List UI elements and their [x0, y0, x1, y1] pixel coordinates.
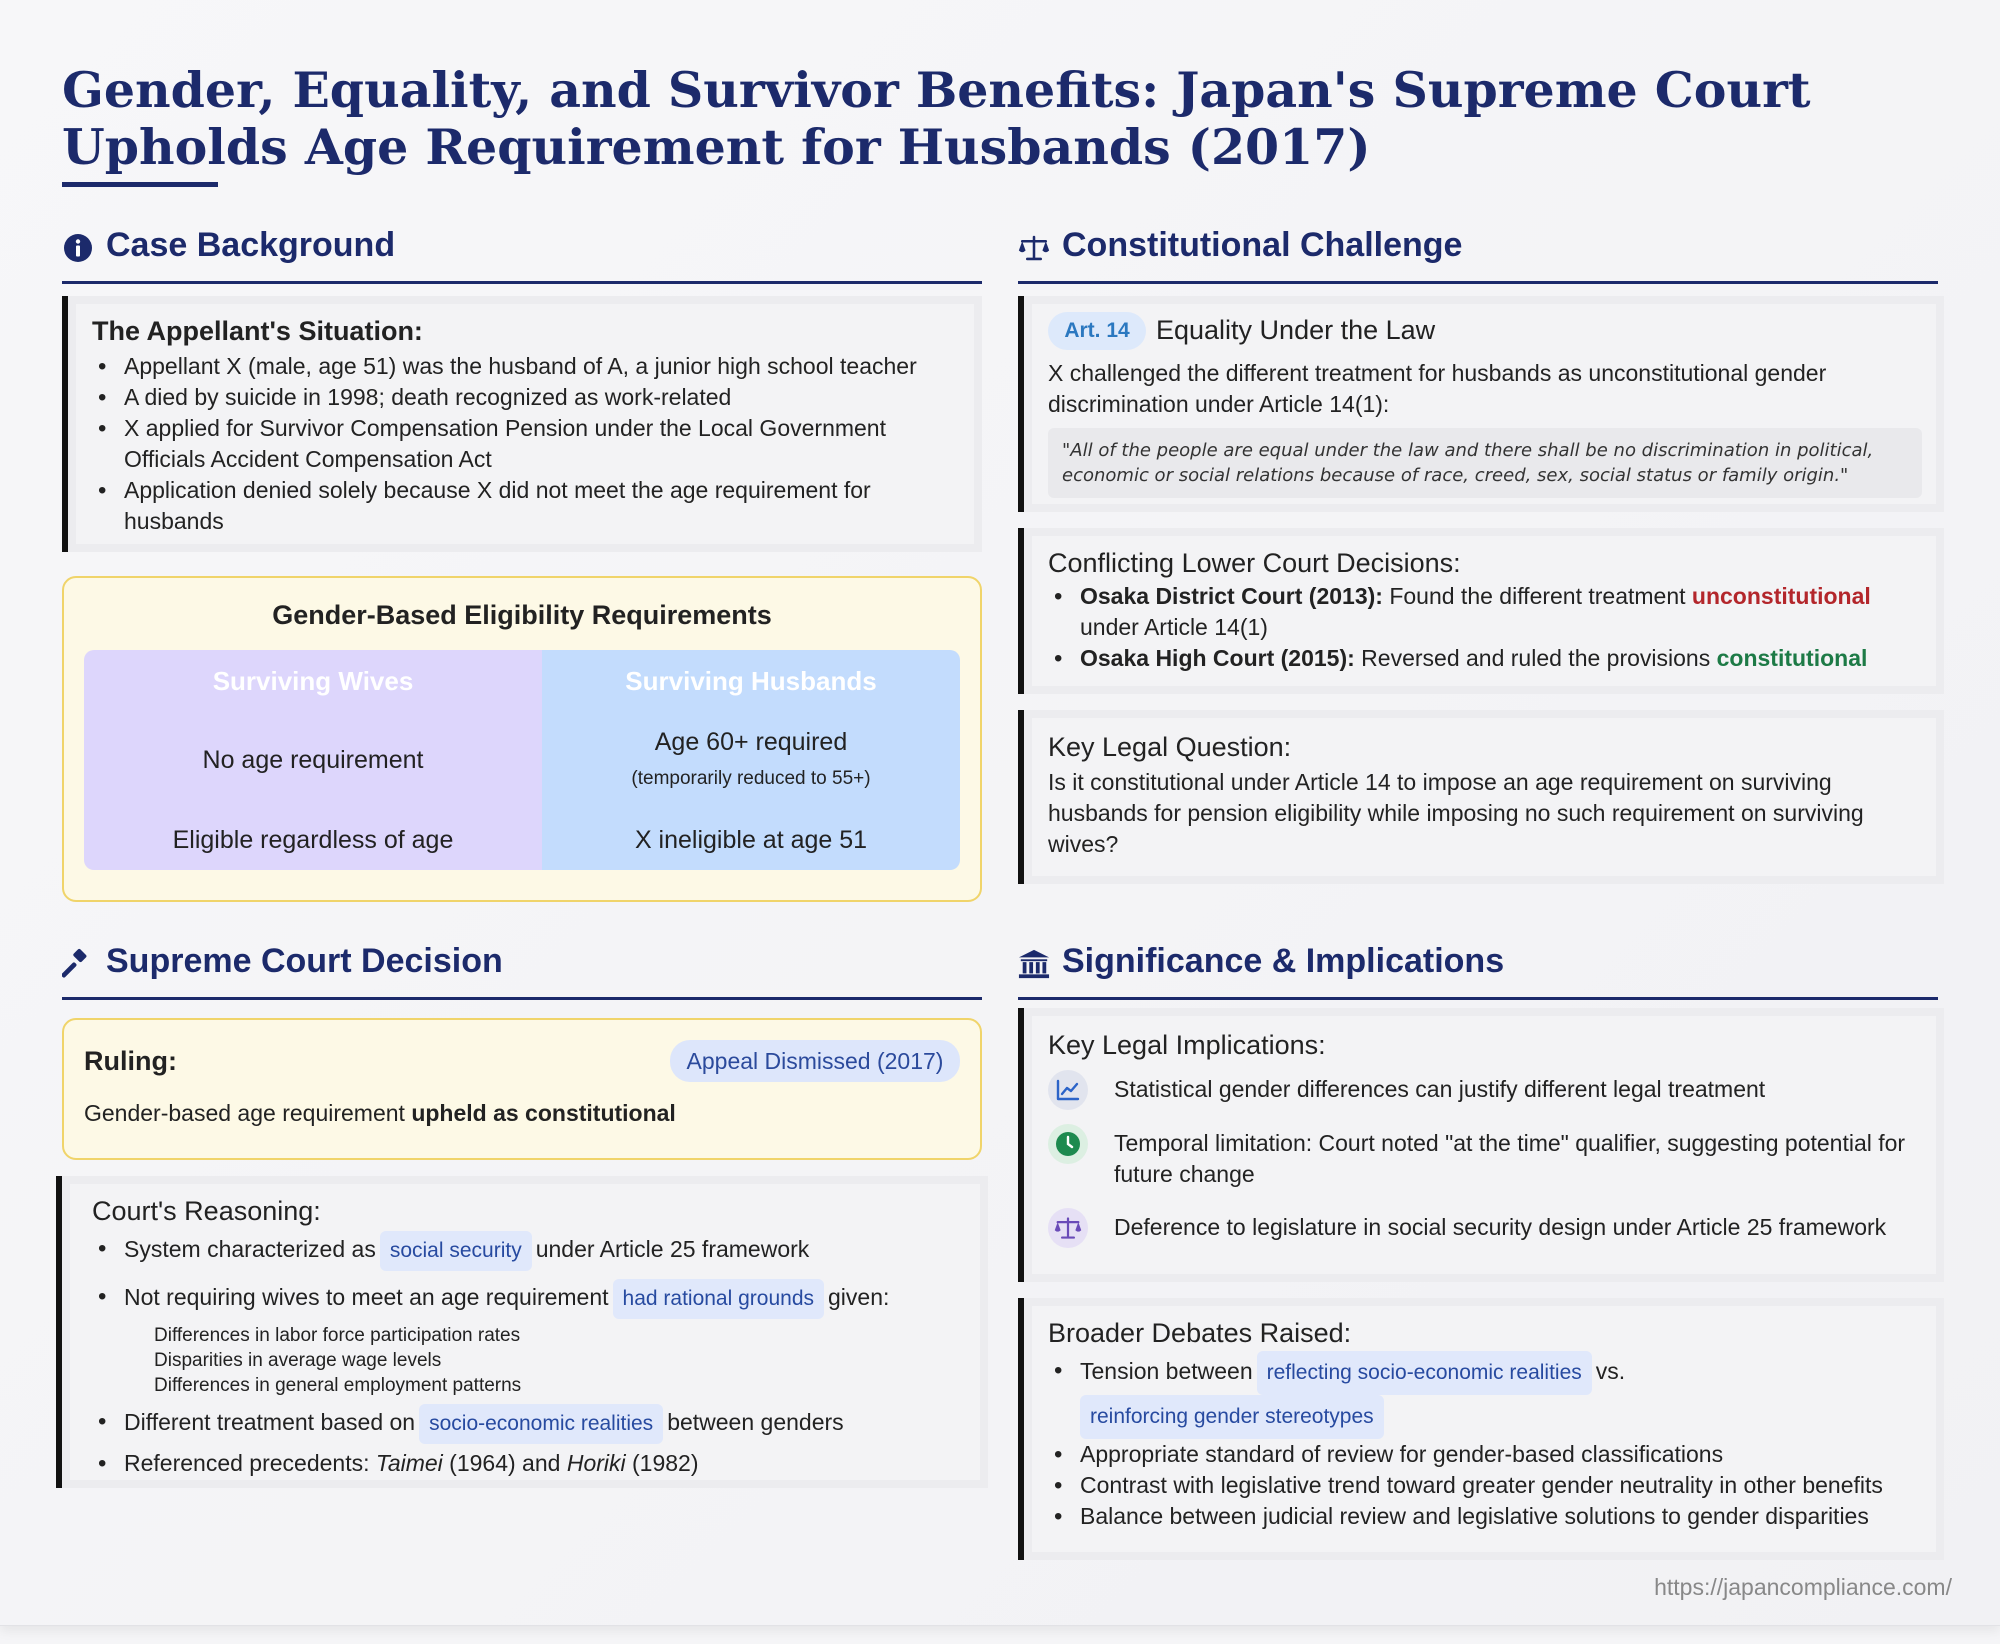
reasoning-text: Referenced precedents: — [124, 1450, 376, 1476]
art14-badge: Art. 14 — [1048, 312, 1146, 350]
implications-heading: Key Legal Implications: — [1048, 1030, 1326, 1060]
list-item — [1048, 581, 1922, 643]
implication-text: Statistical gender differences can justify different legal treatment — [1114, 1076, 1766, 1102]
list-item: • Appropriate standard of review for gender-based classifications — [1048, 1439, 1922, 1470]
section-header-significance — [1018, 940, 1938, 1000]
ruling-badge: Appeal Dismissed (2017) — [670, 1040, 960, 1082]
husbands-note: (temporarily reduced to 55+) — [631, 768, 871, 789]
debates-card — [1018, 1298, 1944, 1560]
list-item — [92, 1231, 966, 1271]
art14-header-row — [1048, 312, 1922, 352]
lower-courts-list — [1048, 581, 1922, 674]
implications-card — [1018, 1008, 1944, 1282]
highlight-tag: socio-economic realities — [419, 1404, 663, 1444]
implication-text: Deference to legislature in social security design under Article 25 framework — [1114, 1214, 1887, 1240]
reasoning-text: Different treatment based on — [124, 1409, 416, 1435]
sub-item: Disparities in average wage levels — [154, 1350, 442, 1371]
gavel-icon — [62, 948, 94, 980]
sub-item: Differences in general employment patterns — [154, 1375, 522, 1396]
reasoning-list — [92, 1231, 966, 1319]
list-item: • A died by suicide in 1998; death recognized as work-related — [92, 382, 960, 413]
ruling-label: Ruling: — [84, 1046, 177, 1076]
reasoning-sub-list — [92, 1323, 966, 1398]
reasoning-text: given: — [828, 1284, 890, 1310]
lower-courts-card — [1018, 528, 1944, 694]
section-title: Case Background — [106, 226, 396, 264]
section-title: Constitutional Challenge — [1062, 226, 1463, 264]
art14-quote: "All of the people are equal under the law and there shall be no discrimination in political, economic or social relations because of race, creed, sex, social status or family origin." — [1048, 428, 1922, 498]
reasoning-text: under Article 25 framework — [535, 1236, 810, 1262]
list-item — [92, 1404, 966, 1444]
court-text: Found the different treatment — [1382, 583, 1692, 609]
court-name: Osaka High Court (2015): — [1080, 645, 1355, 671]
list-item — [92, 1448, 966, 1479]
reasoning-text: between genders — [667, 1409, 844, 1435]
wives-header: Surviving Wives — [212, 666, 414, 696]
appellant-list — [92, 351, 960, 537]
highlight-tag: social security — [380, 1231, 532, 1271]
wives-bottom: Eligible regardless of age — [172, 826, 454, 854]
ruling-text-pre: Gender-based age requirement — [84, 1100, 412, 1126]
key-question-body: Is it constitutional under Article 14 to impose an age requirement on surviving husbands for pension eligibility while imposing no such requirement on surviving wives? — [1048, 769, 1864, 857]
art14-card — [1018, 296, 1944, 512]
section-header-decision — [62, 940, 982, 1000]
appellant-heading: The Appellant's Situation: — [92, 316, 423, 346]
eligibility-table — [84, 650, 960, 870]
debate-text: Tension between — [1080, 1358, 1253, 1384]
eligibility-heading: Gender-Based Eligibility Requirements — [272, 600, 772, 630]
list-item: • Appellant X (male, age 51) was the husband of A, a junior high school teacher — [92, 351, 960, 382]
implication-row — [1048, 1208, 1924, 1248]
eligibility-box — [62, 576, 982, 902]
list-item — [1048, 643, 1922, 674]
reasoning-heading: Court's Reasoning: — [92, 1196, 321, 1226]
page-title: Gender, Equality, and Survivor Benefits: Japan's Supreme Court Upholds Age Requirement for Husbands (2017) — [62, 61, 1811, 176]
reasoning-text: (1982) — [625, 1450, 699, 1476]
reasoning-text: (1964) and — [442, 1450, 567, 1476]
scale-icon — [1018, 232, 1050, 264]
list-item — [92, 1279, 966, 1319]
title-underline — [62, 182, 218, 187]
implication-row — [1048, 1124, 1924, 1187]
list-item: • Application denied solely because X did not meet the age requirement for husbands — [92, 475, 960, 537]
list-item: • Contrast with legislative trend toward greater gender neutrality in other benefits — [1048, 1470, 1922, 1501]
husbands-column — [542, 650, 960, 870]
highlight-tag: reflecting socio-economic realities — [1257, 1351, 1592, 1395]
debates-list — [1048, 1351, 1922, 1532]
ruling-text-bold: upheld as constitutional — [411, 1100, 676, 1126]
section-title: Supreme Court Decision — [106, 942, 503, 980]
court-name: Osaka District Court (2013): — [1080, 583, 1383, 609]
scale-icon — [1048, 1208, 1088, 1248]
wives-main: No age requirement — [202, 746, 424, 774]
list-item — [1048, 1351, 1922, 1439]
husbands-header: Surviving Husbands — [625, 666, 877, 696]
reasoning-list-2 — [92, 1404, 966, 1479]
implication-text: Temporal limitation: Court noted "at the time" qualifier, suggesting potential for future change — [1114, 1130, 1906, 1187]
key-question-heading: Key Legal Question: — [1048, 732, 1292, 762]
court-text: Reversed and ruled the provisions — [1354, 645, 1717, 671]
appellant-card — [62, 296, 982, 552]
case-name: Taimei — [375, 1450, 443, 1476]
footer-url: https://japancompliance.com/ — [1654, 1574, 1952, 1600]
verdict-constitutional: constitutional — [1716, 645, 1868, 671]
info-icon — [62, 232, 94, 264]
debate-text: vs. — [1595, 1358, 1626, 1384]
chart-line-icon — [1048, 1070, 1088, 1110]
sub-item: Differences in labor force participation rates — [154, 1325, 521, 1346]
verdict-unconstitutional: unconstitutional — [1691, 583, 1871, 609]
highlight-tag: reinforcing gender stereotypes — [1080, 1395, 1384, 1439]
wives-column — [84, 650, 542, 870]
art14-heading: Equality Under the Law — [1156, 315, 1436, 345]
section-header-background — [62, 224, 982, 284]
reasoning-text: System characterized as — [124, 1236, 376, 1262]
reasoning-text: Not requiring wives to meet an age requirement — [124, 1284, 609, 1310]
key-question-card — [1018, 710, 1944, 884]
debates-heading: Broader Debates Raised: — [1048, 1318, 1352, 1348]
case-name: Horiki — [566, 1450, 626, 1476]
list-item: • Balance between judicial review and legislative solutions to gender disparities — [1048, 1501, 1922, 1532]
lower-courts-heading: Conflicting Lower Court Decisions: — [1048, 548, 1461, 578]
section-title: Significance & Implications — [1062, 942, 1505, 980]
highlight-tag: had rational grounds — [613, 1279, 824, 1319]
ruling-box — [62, 1018, 982, 1160]
husbands-main: Age 60+ required — [654, 728, 848, 756]
art14-body: X challenged the different treatment for husbands as unconstitutional gender discrimination under Article 14(1): — [1048, 360, 1827, 417]
landmark-icon — [1018, 948, 1050, 980]
section-header-challenge — [1018, 224, 1938, 284]
husbands-bottom: X ineligible at age 51 — [634, 826, 868, 854]
list-item: • X applied for Survivor Compensation Pension under the Local Government Officials Accident Compensation Act — [92, 413, 960, 475]
court-text: under Article 14(1) — [1080, 614, 1268, 640]
implication-row — [1048, 1070, 1924, 1110]
ruling-text — [84, 1100, 676, 1127]
reasoning-card — [56, 1176, 988, 1488]
clock-icon — [1048, 1124, 1088, 1164]
